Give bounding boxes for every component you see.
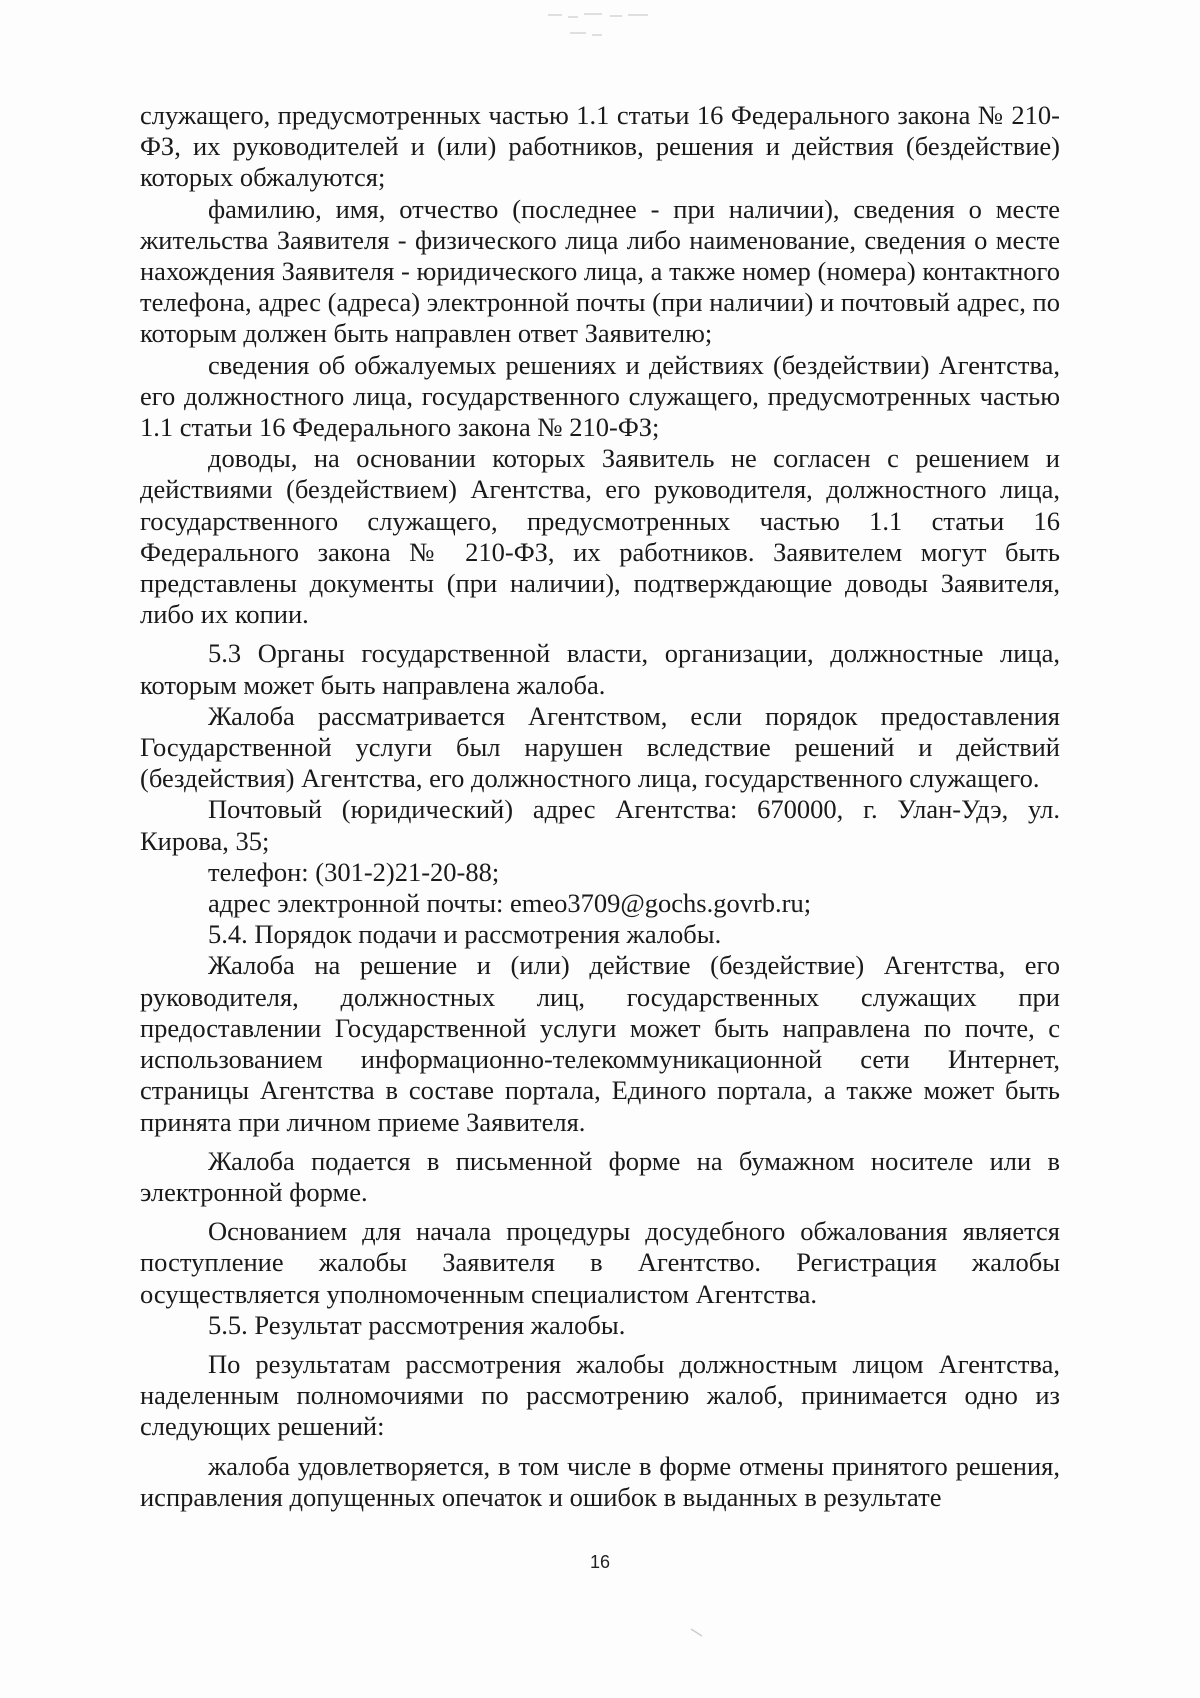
paragraph-postal-address: Почтовый (юридический) адрес Агентства: 670000, г. Улан-Удэ, ул. Кирова, 35;: [140, 794, 1060, 856]
paragraph-email: адрес электронной почты: emeo3709@gochs.govrb.ru;: [208, 888, 812, 919]
paragraph-appealed-decisions: сведения об обжалуемых решениях и действиях (бездействии) Агентства, его должностного лица, государственного служащего, предусмотренных частью 1.1 статьи 16 Федерального закона № 210-ФЗ;: [140, 349, 1060, 443]
paragraph-complaint-satisfied: жалоба удовлетворяется, в том числе в форме отмены принятого решения, исправления допущенных опечаток и ошибок в выданных в результате: [140, 1450, 1060, 1512]
section-5-3-heading: 5.3 Органы государственной власти, организации, должностные лица, которым может быть направлена жалоба.: [140, 638, 1060, 700]
paragraph-arguments: доводы, на основании которых Заявитель не согласен с решением и действиями (бездействием) Агентства, его руководителя, должностного лица, государственного служащего, предусмотренных частью 1.1 статьи 16 Федерального закона № 210-ФЗ, их работников. Заявителем могут быть представлены документы (при наличии), подтверждающие доводы Заявителя, либо их копии.: [140, 443, 1060, 630]
scan-noise-mark: [540, 8, 660, 44]
paragraph-complaint-review: Жалоба рассматривается Агентством, если порядок предоставления Государственной услуги был нарушен вследствие решений и действий (бездействия) Агентства, его должностного лица, государственного служащего.: [140, 700, 1060, 794]
section-5-5-heading: 5.5. Результат рассмотрения жалобы.: [208, 1309, 626, 1340]
paragraph-submission-form: Жалоба подается в письменной форме на бумажном носителе или в электронной форме.: [140, 1145, 1060, 1207]
paragraph-phone: телефон: (301-2)21-20-88;: [208, 856, 500, 887]
paragraph-review-results: По результатам рассмотрения жалобы должностным лицом Агентства, наделенным полномочиями по рассмотрению жалоб, принимается одно из следующих решений:: [140, 1348, 1060, 1442]
page-number: 16: [589, 1552, 611, 1572]
paragraph-procedure-basis: Основанием для начала процедуры досудебного обжалования является поступление жалобы Заявителя в Агентство. Регистрация жалобы осуществляется уполномоченным специалистом Агентства.: [140, 1216, 1060, 1309]
paragraph-applicant-name: фамилию, имя, отчество (последнее - при наличии), сведения о месте жительства Заявителя - физического лица либо наименование, сведения о месте нахождения Заявителя - юридического лица, а также номер (номера) контактного телефона, адрес (адреса) электронной почты (при наличии) и почтовый адрес, по которым должен быть направлен ответ Заявителю;: [140, 193, 1060, 349]
paragraph-submission-channels: Жалоба на решение и (или) действие (бездействие) Агентства, его руководителя, должностных лиц, государственных служащих при предоставлении Государственной услуги может быть направлена по почте, с использованием информационно-телекоммуникационной сети Интернет, страницы Агентства в составе портала, Единого портала, а также может быть принята при личном приеме Заявителя.: [140, 950, 1060, 1137]
scan-speck-mark: [690, 1628, 704, 1638]
section-5-4-heading: 5.4. Порядок подачи и рассмотрения жалобы.: [208, 919, 722, 950]
document-body: [140, 100, 1060, 1513]
paragraph-continuation: служащего, предусмотренных частью 1.1 статьи 16 Федерального закона № 210-ФЗ, их руководителей и (или) работников, решения и действия (бездействие) которых обжалуются;: [140, 100, 1060, 193]
